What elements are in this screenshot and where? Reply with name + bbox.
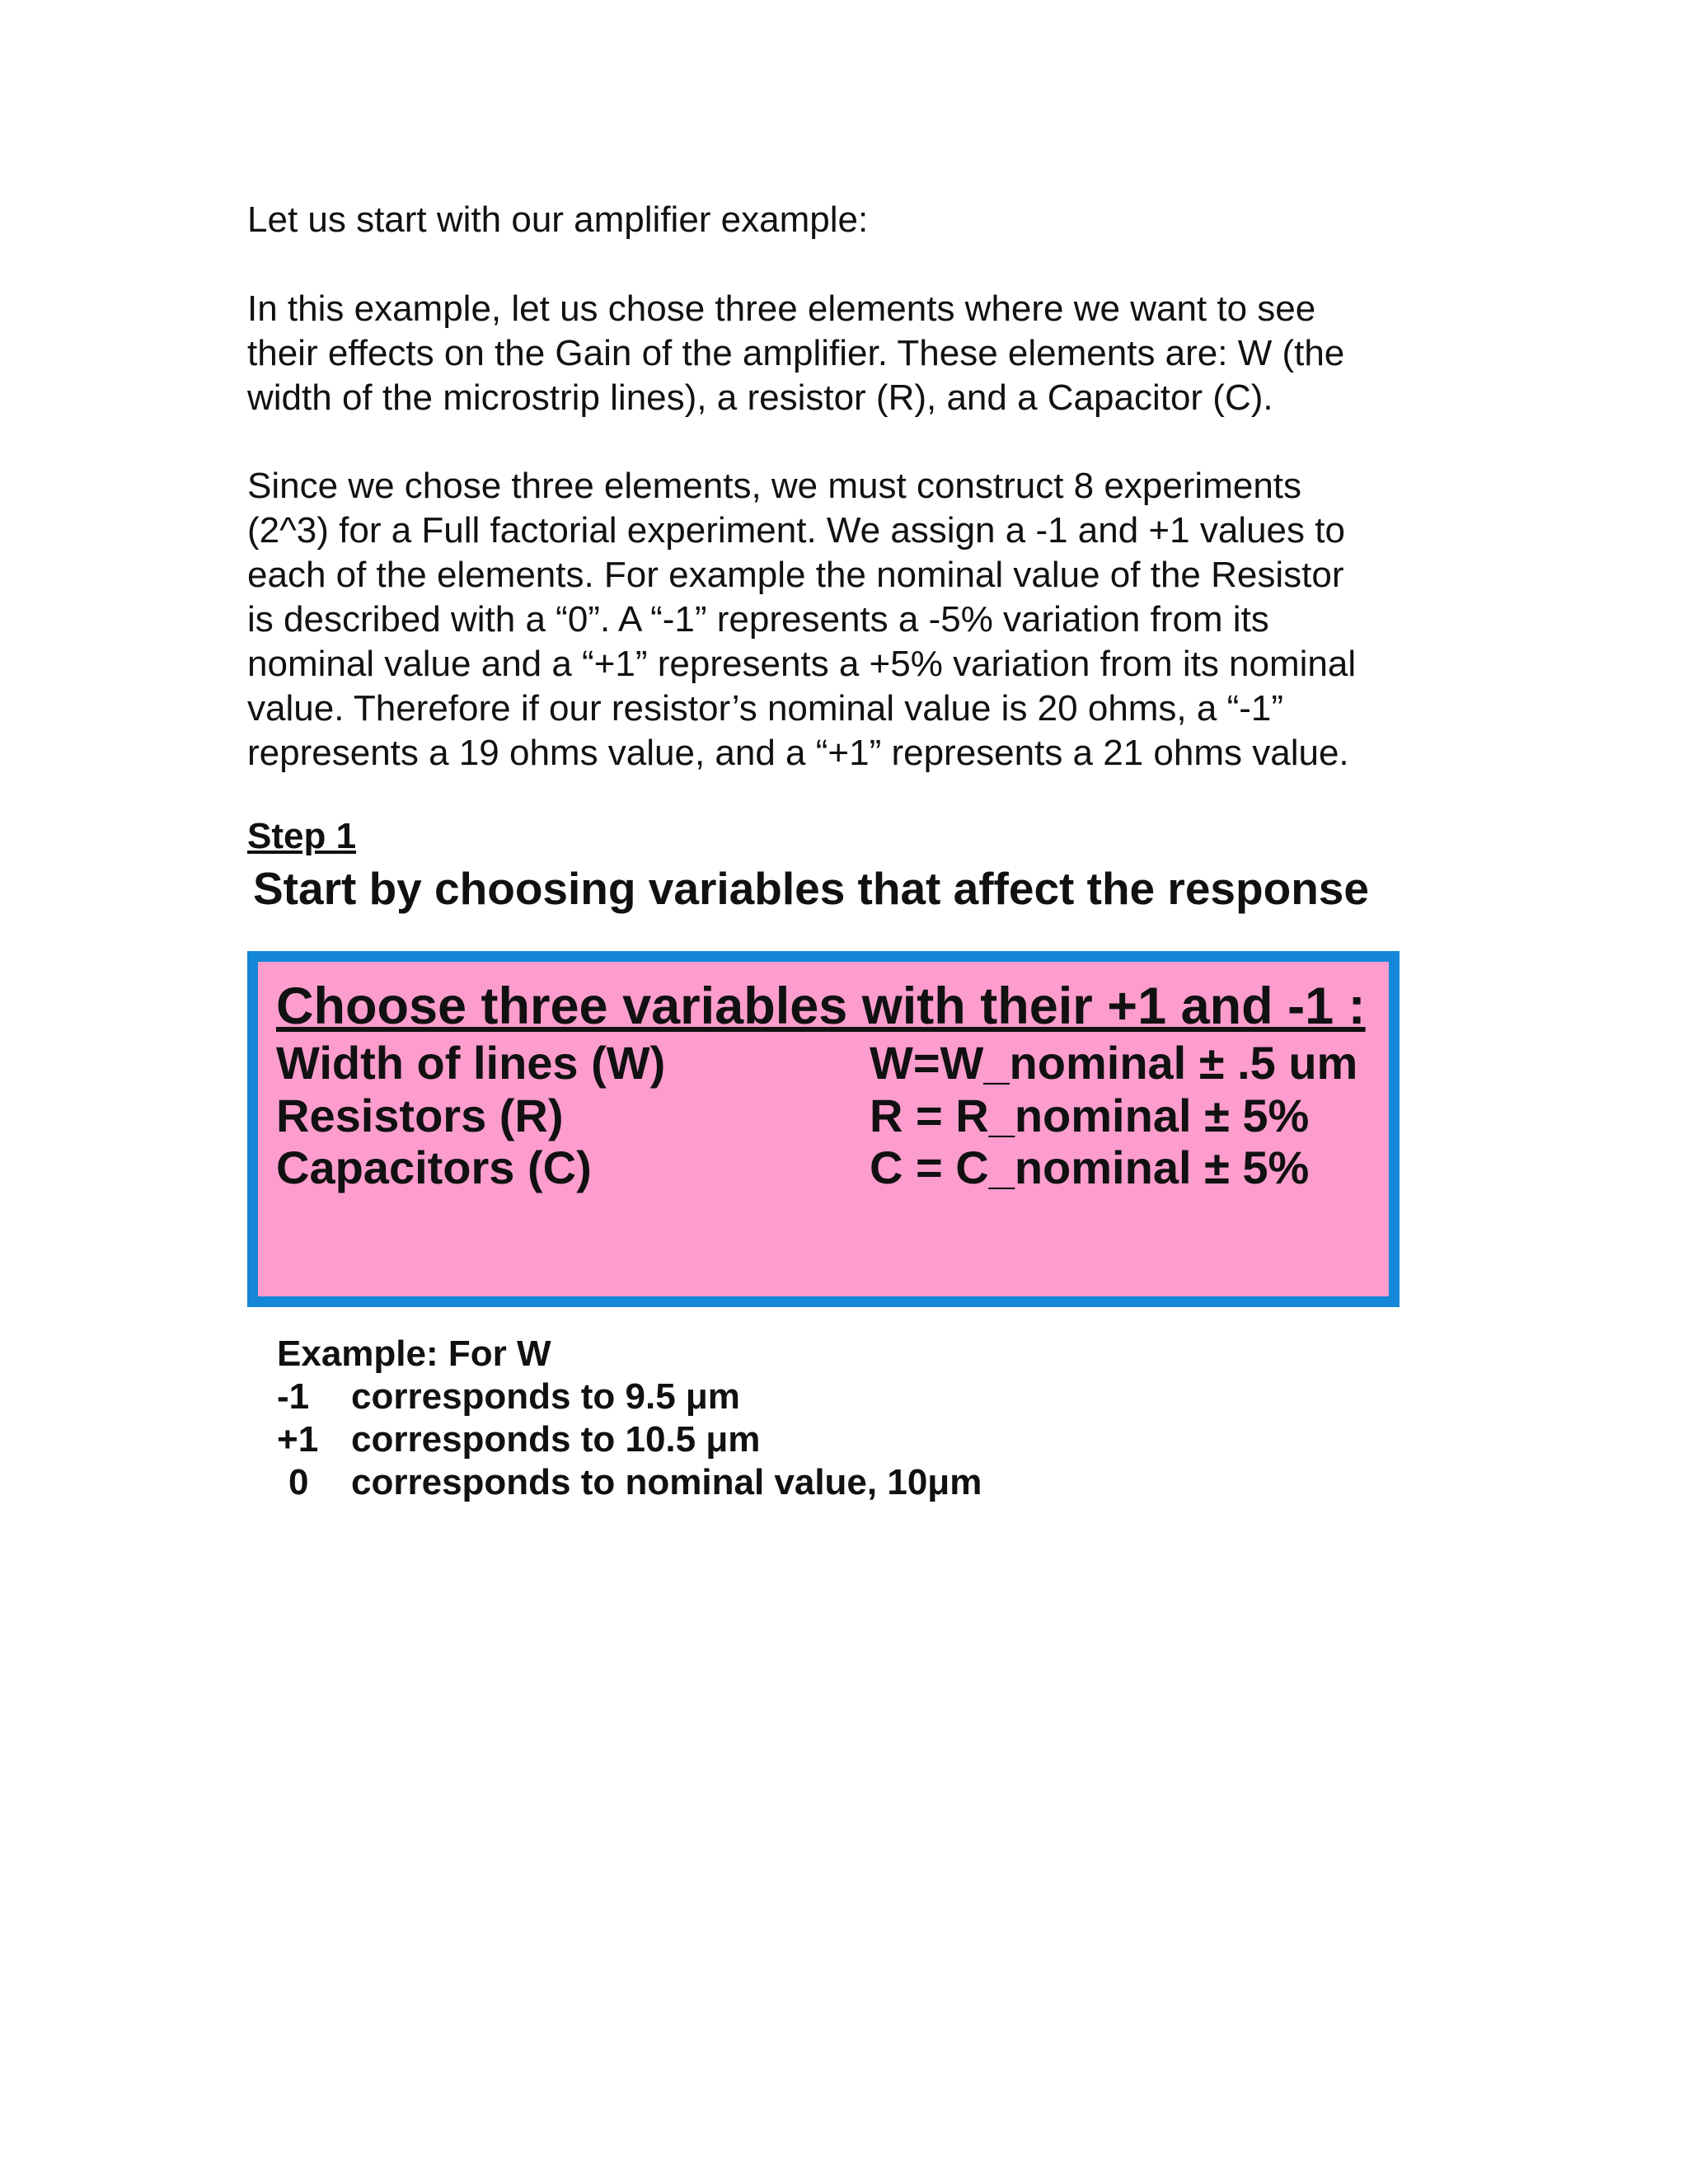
variable-name: Width of lines (W) [276, 1037, 666, 1089]
paragraph-line: width of the microstrip lines), a resistor (R), and a Capacitor (C). [247, 377, 1273, 418]
paragraph-factorial [247, 464, 1356, 776]
variable-row [276, 1036, 1381, 1089]
paragraph-line: (2^3) for a Full factorial experiment. We assign a -1 and +1 values to [247, 510, 1345, 551]
variables-box [247, 951, 1400, 1307]
example-row [277, 1419, 1019, 1462]
variable-name: Resistors (R) [276, 1090, 564, 1141]
paragraph-elements [247, 287, 1344, 420]
paragraph-line: represents a 19 ohms value, and a “+1” represents a 21 ohms value. [247, 733, 1349, 773]
paragraph-line: Since we chose three elements, we must construct 8 experiments [247, 466, 1302, 506]
paragraph-line: is described with a “0”. A “-1” represents a -5% variation from its [247, 599, 1269, 640]
variable-name: Capacitors (C) [276, 1141, 592, 1193]
paragraph-line: value. Therefore if our resistor’s nominal value is 20 ohms, a “-1” [247, 688, 1284, 729]
paragraph-line: In this example, let us chose three elements where we want to see [247, 288, 1316, 329]
intro-text: Let us start with our amplifier example: [247, 199, 869, 240]
variables-box-title: Choose three variables with their +1 and -1 : [276, 977, 1366, 1035]
variable-range: C = C_nominal ± 5% [870, 1141, 1310, 1193]
example-description: corresponds to 9.5 μm [351, 1376, 740, 1417]
variable-row [276, 1141, 1381, 1193]
paragraph-line: nominal value and a “+1” represents a +5% variation from its nominal [247, 644, 1357, 684]
variable-row [276, 1089, 1381, 1141]
variable-range: R = R_nominal ± 5% [870, 1090, 1310, 1141]
step-title: Start by choosing variables that affect the response [253, 863, 1369, 914]
variable-range: W=W_nominal ± .5 um [870, 1037, 1358, 1089]
example-description: corresponds to 10.5 μm [351, 1419, 761, 1460]
example-code: 0 [288, 1462, 309, 1502]
example-heading: Example: For W [277, 1333, 551, 1374]
example-code: -1 [277, 1376, 310, 1417]
example-row [277, 1462, 1019, 1505]
paragraph-line: their effects on the Gain of the amplifier. These elements are: W (the [247, 333, 1345, 373]
step-label: Step 1 [247, 816, 357, 856]
example-row [277, 1376, 1019, 1419]
example-code: +1 [277, 1419, 319, 1460]
paragraph-line: each of the elements. For example the nominal value of the Resistor [247, 555, 1344, 595]
example-description: corresponds to nominal value, 10μm [351, 1462, 982, 1502]
